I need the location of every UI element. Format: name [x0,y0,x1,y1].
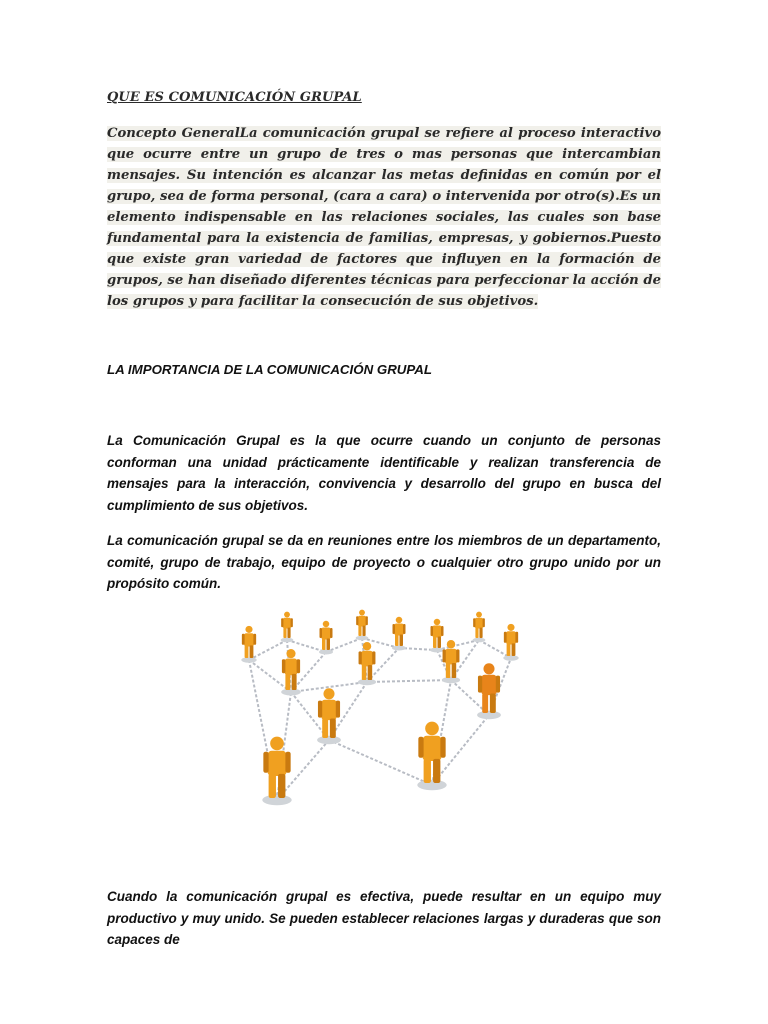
node-base [356,636,369,641]
node-base [392,646,406,651]
section-title-importancia: LA IMPORTANCIA DE LA COMUNICACIÓN GRUPAL [107,362,433,377]
node-base [473,638,486,643]
concept-text: Concepto GeneralLa comunicación grupal se refiere al proceso interactivo que ocurre entre un grupo de tres o mas personas que intercambian mensajes. Su intención es alcanzar las metas definidas en común por el grupo, sea de forma personal, (cara a cara) o intervenida por otro(s).Es un elemento indispensable en las relaciones sociales, las cuales son base fundamental para la existencia de familias, empresas, y gobiernos.Puesto que existe gran variedad de factores que influyen en la formación de grupos, se han diseñado diferentes técnicas para perfeccionar la acción de los grupos y para facilitar la consecución de sus objetivos. [107,126,661,309]
paragraph-1: La Comunicación Grupal es la que ocurre cuando un conjunto de personas conforman una unidad prácticamente identificable y realizan transferencia de mensajes para la interacción, convivencia y desarrollo del grupo en busca del cumplimiento de sus objetivos. [107,433,661,513]
node-base [262,795,291,806]
node-base [417,780,446,791]
node-base [319,650,333,655]
section-title-comunicacion-grupal: QUE ES COMUNICACIÓN GRUPAL [107,90,362,105]
concept-paragraph [107,123,661,312]
node-base [477,711,501,720]
node-base [241,657,256,663]
node-base [503,655,518,661]
network-people-icon [229,608,531,842]
node-base [358,679,376,686]
node-base [281,638,294,643]
node-base [281,689,301,696]
paragraph-3: Cuando la comunicación grupal es efectiva, puede resultar en un equipo muy productivo y muy unido. Se pueden establecer relaciones largas y duraderas que son capaces de [107,889,661,947]
node-base [442,677,460,684]
paragraph-2: La comunicación grupal se da en reuniones entre los miembros de un departamento, comité, grupo de trabajo, equipo de proyecto o cualquier otro grupo unido por un propósito común. [107,533,661,591]
node-base [317,736,341,745]
node-base [430,648,444,653]
